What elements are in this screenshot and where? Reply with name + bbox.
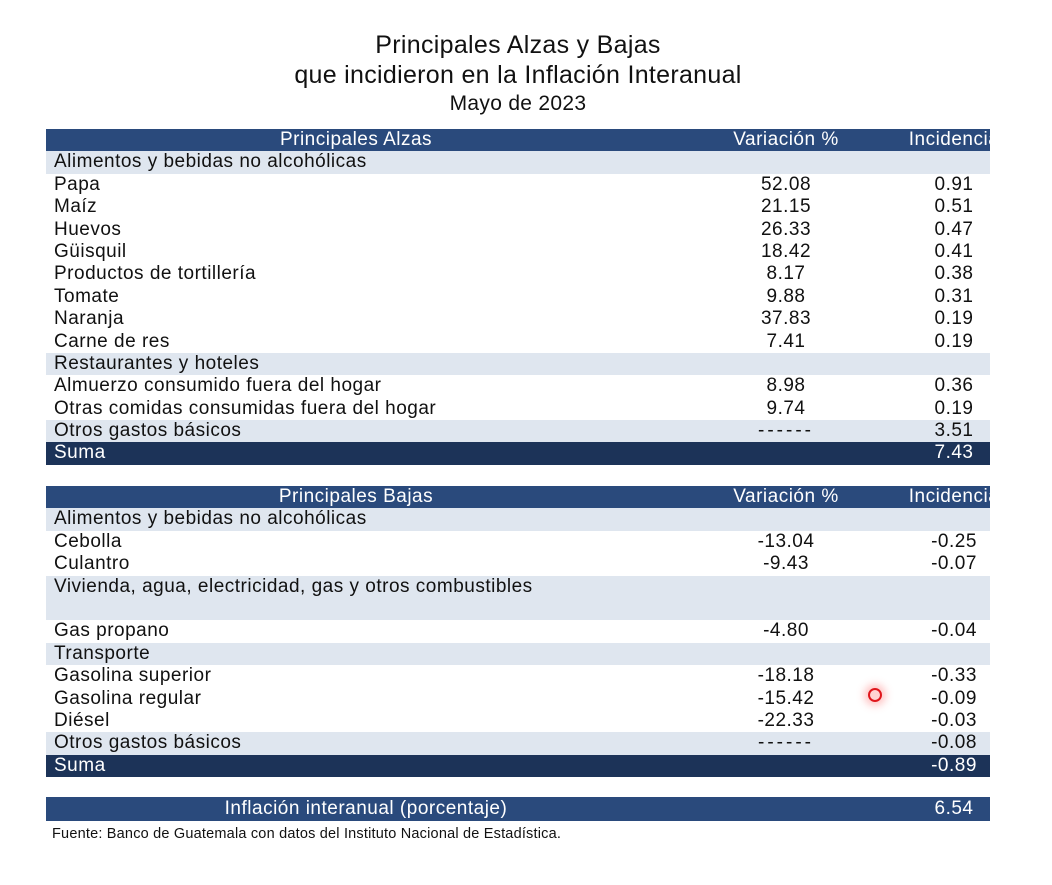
alzas-header-incidencia: Incidencia (908, 129, 1000, 150)
category-row (46, 576, 990, 621)
item-incidencia: 0.41 (934, 240, 974, 262)
item-variacion: 7.41 (766, 330, 806, 352)
table-row (46, 286, 990, 308)
item-variacion: 18.42 (760, 240, 812, 262)
otros-variacion: ------ (758, 420, 814, 442)
table-row (46, 710, 990, 732)
otros-label: Otros gastos básicos (54, 420, 242, 442)
table-row (46, 174, 990, 196)
item-name: Gasolina superior (54, 665, 212, 687)
item-name: Diésel (54, 709, 110, 731)
title-block (0, 30, 1036, 118)
category-label: Restaurantes y hoteles (54, 352, 260, 374)
title-line-2: que incidieron en la Inflación Interanual (294, 61, 742, 89)
item-incidencia: -0.04 (931, 620, 977, 642)
table-row (46, 263, 990, 285)
item-name: Maíz (54, 196, 98, 218)
table-row (46, 665, 990, 687)
table-row (46, 620, 990, 642)
item-name: Otras comidas consumidas fuera del hogar (54, 397, 437, 419)
item-variacion: 9.74 (766, 397, 806, 419)
category-label: Transporte (54, 642, 151, 664)
item-variacion: -4.80 (763, 620, 809, 642)
inflacion-row (46, 797, 990, 821)
item-incidencia: 0.91 (934, 173, 974, 195)
item-incidencia: 0.19 (934, 397, 974, 419)
category-row (46, 508, 990, 530)
table-row (46, 308, 990, 330)
table-row (46, 375, 990, 397)
mouse-cursor-icon (868, 688, 882, 702)
alzas-header-label: Principales Alzas (279, 129, 433, 150)
bajas-header (46, 486, 1000, 508)
item-name: Gas propano (54, 620, 170, 642)
item-incidencia: -0.33 (931, 665, 977, 687)
otros-row (46, 420, 990, 442)
suma-row (46, 442, 990, 464)
item-incidencia: 0.38 (934, 263, 974, 285)
otros-row (46, 732, 990, 754)
suma-row (46, 755, 990, 777)
item-incidencia: 0.19 (934, 308, 974, 330)
table-row (46, 688, 990, 710)
item-incidencia: 0.51 (934, 196, 974, 218)
item-incidencia: 0.31 (934, 285, 974, 307)
table-row (46, 241, 990, 263)
item-variacion: -22.33 (757, 709, 815, 731)
otros-incidencia: -0.08 (931, 732, 977, 754)
otros-incidencia: 3.51 (934, 420, 974, 442)
otros-variacion: ------ (758, 732, 814, 754)
item-name: Tomate (54, 285, 120, 307)
category-row (46, 643, 990, 665)
item-variacion: 52.08 (760, 173, 812, 195)
item-incidencia: 0.36 (934, 375, 974, 397)
alzas-table (46, 129, 1000, 465)
item-name: Huevos (54, 218, 122, 240)
item-variacion: 26.33 (760, 218, 812, 240)
suma-label: Suma (54, 754, 106, 776)
source-note: Fuente: Banco de Guatemala con datos del Instituto Nacional de Estadística. (52, 826, 562, 842)
title-line-1: Principales Alzas y Bajas (375, 31, 661, 59)
bajas-header-label: Principales Bajas (278, 486, 434, 507)
inflacion-label: Inflación interanual (porcentaje) (224, 798, 508, 819)
inflacion-value: 6.54 (934, 798, 974, 819)
item-name: Papa (54, 173, 101, 195)
item-variacion: 8.17 (766, 263, 806, 285)
item-name: Carne de res (54, 330, 170, 352)
item-variacion: 21.15 (760, 196, 812, 218)
title-date: Mayo de 2023 (449, 92, 587, 115)
bajas-header-variacion: Variación % (733, 486, 839, 507)
item-incidencia: -0.25 (931, 530, 977, 552)
alzas-header-variacion: Variación % (733, 129, 839, 150)
category-label: Alimentos y bebidas no alcohólicas (54, 508, 367, 530)
item-incidencia: 0.19 (934, 330, 974, 352)
item-name: Naranja (54, 308, 125, 330)
otros-label: Otros gastos básicos (54, 732, 242, 754)
item-variacion: -15.42 (757, 687, 815, 709)
table-row (46, 553, 990, 575)
table-row (46, 219, 990, 241)
item-name: Güisquil (54, 240, 127, 262)
table-row (46, 331, 990, 353)
item-variacion: 9.88 (766, 285, 806, 307)
alzas-header (46, 129, 1000, 151)
item-name: Culantro (54, 553, 130, 575)
item-variacion: 8.98 (766, 375, 806, 397)
item-incidencia: -0.07 (931, 553, 977, 575)
table-row (46, 196, 990, 218)
category-row (46, 353, 990, 375)
table-row (46, 531, 990, 553)
item-variacion: -18.18 (757, 665, 815, 687)
item-incidencia: -0.03 (931, 709, 977, 731)
suma-incidencia: -0.89 (931, 754, 977, 776)
item-name: Almuerzo consumido fuera del hogar (54, 375, 382, 397)
item-name: Cebolla (54, 530, 122, 552)
item-variacion: -9.43 (763, 553, 809, 575)
bajas-header-incidencia: Incidencia (908, 486, 1000, 507)
bajas-table (46, 486, 1000, 777)
category-row (46, 151, 990, 173)
category-label: Vivienda, agua, electricidad, gas y otros combustibles (54, 575, 533, 597)
suma-label: Suma (54, 442, 106, 464)
category-label: Alimentos y bebidas no alcohólicas (54, 151, 367, 173)
item-incidencia: -0.09 (931, 687, 977, 709)
item-variacion: -13.04 (757, 530, 815, 552)
item-name: Productos de tortillería (54, 263, 257, 285)
suma-incidencia: 7.43 (934, 442, 974, 464)
item-variacion: 37.83 (760, 308, 812, 330)
item-name: Gasolina regular (54, 687, 202, 709)
table-row (46, 398, 990, 420)
item-incidencia: 0.47 (934, 218, 974, 240)
